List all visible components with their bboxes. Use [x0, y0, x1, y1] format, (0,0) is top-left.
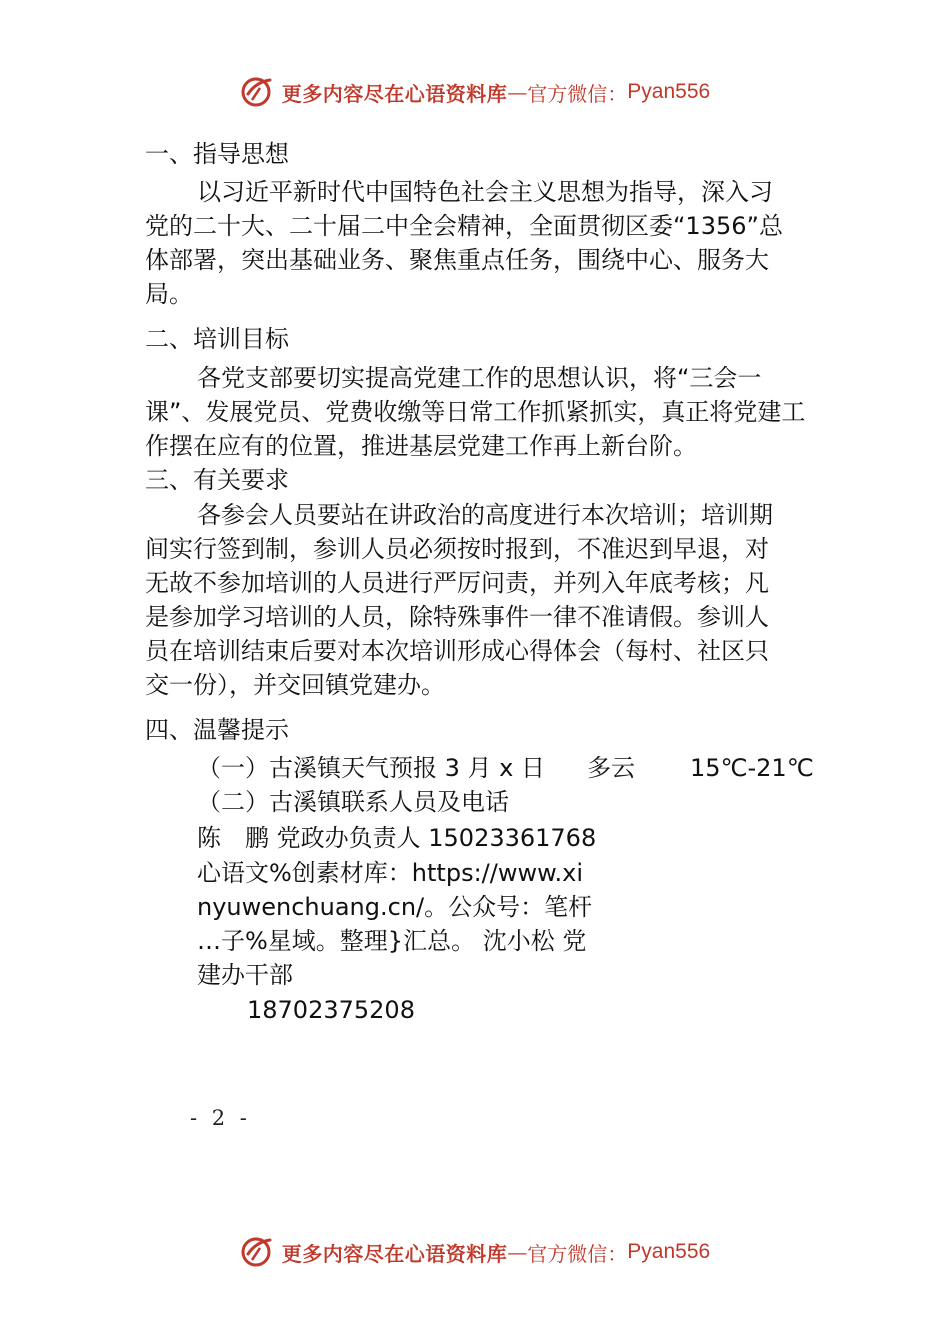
section-1-line: 党的二十大、二十届二中全会精神，全面贯彻区委“1356”总	[145, 212, 783, 240]
banner-wechat-label: 官方微信：	[527, 1241, 628, 1266]
section-1-line: 局。	[145, 280, 193, 308]
section-2-line: 各党支部要切实提高党建工作的思想认识，将“三会一	[197, 364, 762, 392]
banner-separator: —	[507, 80, 528, 104]
weather-forecast-label: （一）古溪镇天气预报 3 月 x 日	[197, 754, 545, 782]
section-3-line: 无故不参加培训的人员进行严厉问责，并列入年底考核；凡	[145, 569, 769, 597]
banner-wechat-id: Pyan556	[627, 1240, 711, 1263]
section-4-heading: 四、温馨提示	[145, 716, 289, 744]
contact-phone: 18702375208	[247, 996, 415, 1024]
section-2-heading: 二、培训目标	[145, 325, 289, 353]
contact-line: 心语文%创素材库：https://www.xi	[197, 859, 584, 887]
section-3-heading: 三、有关要求	[145, 466, 289, 494]
banner-title: 更多内容尽在心语资料库	[281, 1241, 508, 1266]
section-3-line: 各参会人员要站在讲政治的高度进行本次培训；培训期	[197, 501, 773, 529]
section-1-heading: 一、指导思想	[145, 140, 289, 168]
banner-wechat-label: 官方微信：	[527, 81, 628, 106]
contact-line: …子%星域。整理}汇总。 沈小松 党	[197, 927, 587, 955]
brush-logo-icon	[240, 1234, 276, 1270]
section-1-line: 以习近平新时代中国特色社会主义思想为指导，深入习	[197, 178, 773, 206]
section-2-line: 作摆在应有的位置，推进基层党建工作再上新台阶。	[145, 432, 697, 460]
banner-separator: —	[507, 1240, 528, 1264]
footer-watermark-banner	[0, 1230, 950, 1274]
page-number: - 2 -	[190, 1106, 251, 1130]
contact-line: nyuwenchuang.cn/。公众号：笔杆	[197, 893, 593, 921]
banner-title: 更多内容尽在心语资料库	[281, 81, 508, 106]
section-3-line: 间实行签到制，参训人员必须按时报到，不准迟到早退，对	[145, 535, 769, 563]
contact-line: 建办干部	[197, 961, 293, 989]
section-3-line: 是参加学习培训的人员，除特殊事件一律不准请假。参训人	[145, 603, 769, 631]
section-2-line: 课”、发展党员、党费收缴等日常工作抓紧抓实，真正将党建工	[145, 398, 806, 426]
weather-temperature: 15℃-21℃	[690, 754, 814, 782]
brush-logo-icon	[240, 74, 276, 110]
weather-forecast-row	[197, 751, 837, 785]
contacts-label: （二）古溪镇联系人员及电话	[197, 788, 509, 816]
banner-wechat-id: Pyan556	[627, 80, 711, 103]
weather-condition: 多云	[587, 754, 635, 782]
section-3-line: 员在培训结束后要对本次培训形成心得体会（每村、社区只	[145, 637, 769, 665]
contact-line: 陈 鹏 党政办负责人 15023361768	[197, 824, 597, 852]
header-watermark-banner	[0, 70, 950, 114]
section-1-line: 体部署，突出基础业务、聚焦重点任务，围绕中心、服务大	[145, 246, 769, 274]
section-3-line: 交一份），并交回镇党建办。	[145, 671, 445, 699]
